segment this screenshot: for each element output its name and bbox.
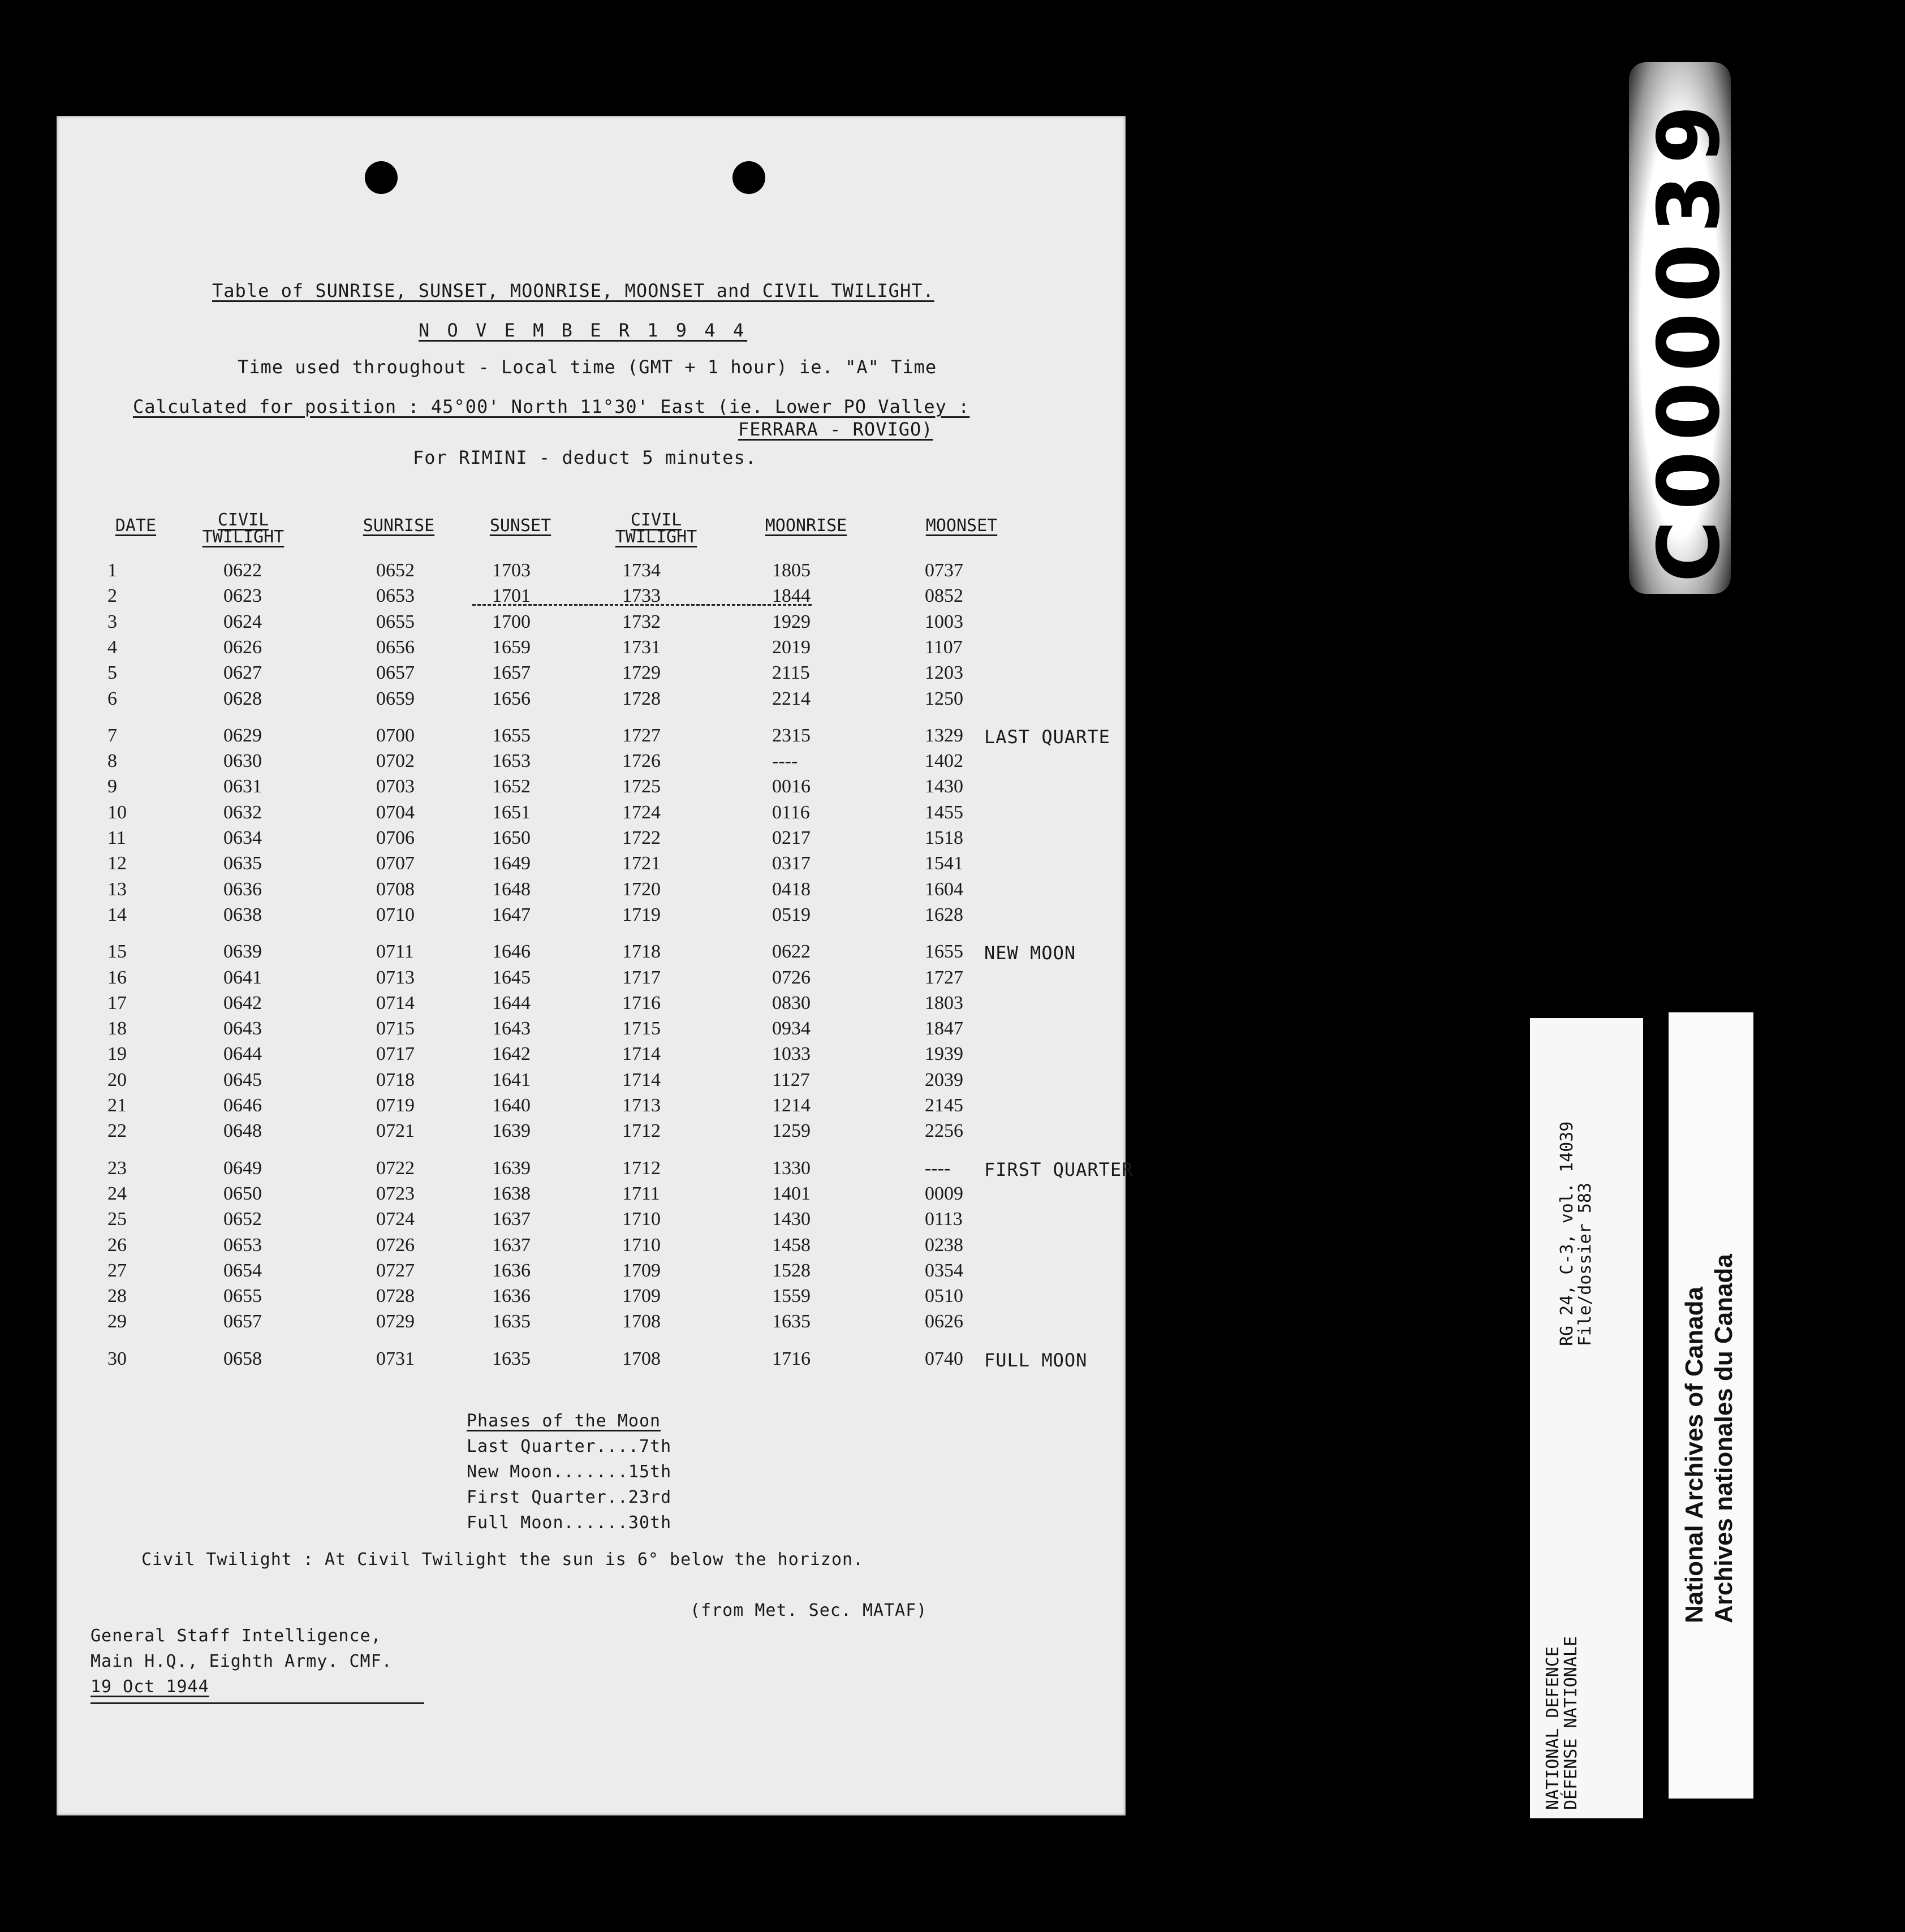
- row-date: 16: [107, 967, 127, 988]
- table-cell: 1711: [622, 1183, 660, 1204]
- table-cell: 1127: [772, 1069, 810, 1090]
- table-cell: 1641: [492, 1069, 531, 1090]
- table-cell: 0731: [376, 1348, 415, 1369]
- table-cell: 1652: [492, 776, 531, 797]
- table-cell: 1722: [622, 827, 661, 848]
- column-header: SUNSET: [489, 516, 551, 536]
- moon-phase-note: FULL MOON: [984, 1349, 1088, 1371]
- moon-phase-note: NEW MOON: [984, 942, 1076, 964]
- table-cell: 1708: [622, 1311, 661, 1332]
- table-cell: 0627: [223, 662, 262, 684]
- table-cell: 0715: [376, 1018, 415, 1040]
- table-cell: 0658: [223, 1348, 262, 1369]
- table-cell: 1644: [492, 992, 531, 1014]
- table-cell: 0653: [223, 1234, 262, 1256]
- row-date: 29: [107, 1311, 127, 1332]
- table-cell: 0700: [376, 724, 415, 746]
- table-cell: 0706: [376, 827, 415, 848]
- table-cell: 1710: [622, 1234, 661, 1256]
- document-page: [57, 116, 1133, 1815]
- table-cell: 0622: [223, 560, 262, 581]
- table-cell: 0636: [223, 878, 262, 900]
- table-cell: 1657: [492, 662, 531, 684]
- table-cell: 1642: [492, 1043, 531, 1065]
- month-heading: N O V E M B E R 1 9 4 4: [419, 320, 748, 341]
- table-cell: 0655: [223, 1286, 262, 1307]
- table-cell: 1635: [492, 1311, 531, 1332]
- table-cell: 1636: [492, 1286, 531, 1307]
- table-cell: 1647: [492, 904, 531, 925]
- row-date: 4: [107, 636, 117, 658]
- table-cell: 1033: [772, 1043, 811, 1065]
- table-cell: 0727: [376, 1260, 415, 1281]
- column-header: SUNRISE: [363, 516, 435, 536]
- table-cell: 1637: [492, 1234, 531, 1256]
- table-cell: 0641: [223, 967, 262, 988]
- table-cell: 1637: [492, 1209, 531, 1230]
- table-cell: 1733: [622, 585, 661, 607]
- table-cell: 0724: [376, 1209, 415, 1230]
- phases-title: Phases of the Moon: [467, 1411, 661, 1431]
- table-cell: 1430: [925, 776, 963, 797]
- table-cell: 0519: [772, 904, 811, 925]
- archive-name-label: [1669, 1012, 1753, 1799]
- row-date: 5: [107, 662, 117, 684]
- table-cell: 1541: [925, 853, 963, 874]
- row-date: 13: [107, 878, 127, 900]
- table-cell: 1402: [925, 751, 963, 772]
- table-cell: 1203: [925, 662, 963, 684]
- table-cell: 0009: [925, 1183, 963, 1204]
- table-cell: 0652: [376, 560, 415, 581]
- table-cell: 1651: [492, 801, 531, 823]
- table-cell: 0656: [376, 636, 415, 658]
- column-header: MOONRISE: [765, 516, 847, 536]
- table-cell: 0652: [223, 1209, 262, 1230]
- table-cell: 1635: [492, 1348, 531, 1369]
- row-date: 12: [107, 853, 127, 874]
- row-date: 22: [107, 1120, 127, 1142]
- table-cell: 0632: [223, 801, 262, 823]
- table-cell: 1639: [492, 1157, 531, 1179]
- table-cell: 1729: [622, 662, 661, 684]
- table-cell: 0708: [376, 878, 415, 900]
- row-date: 25: [107, 1209, 127, 1230]
- table-cell: 1717: [622, 967, 661, 988]
- time-note: Time used throughout - Local time (GMT + 1 hour) ie. "A" Time: [238, 356, 937, 378]
- table-cell: 1455: [925, 801, 963, 823]
- table-cell: 0639: [223, 941, 262, 963]
- table-cell: 0626: [223, 636, 262, 658]
- table-cell: 0657: [223, 1311, 262, 1332]
- table-cell: 1844: [772, 585, 811, 607]
- table-cell: 1727: [925, 967, 963, 988]
- table-cell: 1518: [925, 827, 963, 848]
- column-header: CIVIL TWILIGHT: [615, 510, 697, 547]
- moon-phase-note: LAST QUARTE: [984, 726, 1110, 748]
- table-cell: 1638: [492, 1183, 531, 1204]
- table-cell: 0717: [376, 1043, 415, 1065]
- twilight-note: Civil Twilight : At Civil Twilight the sun is 6° below the horizon.: [141, 1550, 864, 1569]
- table-cell: 1656: [492, 688, 531, 709]
- table-cell: 0649: [223, 1157, 262, 1179]
- row-date: 15: [107, 941, 127, 963]
- row-date: 28: [107, 1286, 127, 1307]
- table-cell: 0638: [223, 904, 262, 925]
- row-date: 21: [107, 1095, 127, 1116]
- table-cell: 0721: [376, 1120, 415, 1142]
- table-cell: 1250: [925, 688, 963, 709]
- table-cell: 0728: [376, 1286, 415, 1307]
- source-note: (from Met. Sec. MATAF): [690, 1601, 928, 1620]
- table-cell: 0657: [376, 662, 415, 684]
- table-cell: 1643: [492, 1018, 531, 1040]
- table-cell: 1703: [492, 560, 531, 581]
- table-cell: 1636: [492, 1260, 531, 1281]
- position-line-2: FERRARA - ROVIGO): [738, 419, 933, 440]
- row-date: 24: [107, 1183, 127, 1204]
- table-cell: 0643: [223, 1018, 262, 1040]
- rimini-note: For RIMINI - deduct 5 minutes.: [413, 447, 757, 468]
- table-cell: 0626: [925, 1311, 963, 1332]
- table-cell: 0707: [376, 853, 415, 874]
- table-cell: 1725: [622, 776, 661, 797]
- table-cell: 0645: [223, 1069, 262, 1090]
- table-cell: 1712: [622, 1120, 661, 1142]
- archive-dept: NATIONAL DEFENCE DÉFENSE NATIONALE: [1543, 1636, 1581, 1810]
- table-cell: 0702: [376, 751, 415, 772]
- signature-line: General Staff Intelligence,: [90, 1626, 382, 1646]
- table-cell: 1214: [772, 1095, 811, 1116]
- table-cell: 1728: [622, 688, 661, 709]
- frame-number: C000039: [1640, 94, 1739, 583]
- table-cell: 0016: [772, 776, 811, 797]
- table-cell: 2315: [772, 724, 811, 746]
- row-date: 23: [107, 1157, 127, 1179]
- table-cell: 1640: [492, 1095, 531, 1116]
- table-cell: 0659: [376, 688, 415, 709]
- row-date: 20: [107, 1069, 127, 1090]
- table-cell: 2115: [772, 662, 810, 684]
- moon-phase-note: FIRST QUARTER: [984, 1158, 1133, 1180]
- table-cell: 1649: [492, 853, 531, 874]
- table-cell: 0710: [376, 904, 415, 925]
- table-cell: 1939: [925, 1043, 963, 1065]
- table-cell: 1929: [772, 611, 811, 632]
- table-cell: 0113: [925, 1209, 963, 1230]
- archive-ref: RG 24, C-3, vol. 14039 File/dossier 583: [1557, 1121, 1595, 1346]
- table-cell: 1726: [622, 751, 661, 772]
- table-cell: 0737: [925, 560, 963, 581]
- table-cell: 1700: [492, 611, 531, 632]
- table-cell: 1458: [772, 1234, 811, 1256]
- row-date: 26: [107, 1234, 127, 1256]
- table-cell: 1659: [492, 636, 531, 658]
- table-cell: 1709: [622, 1286, 661, 1307]
- table-cell: 1330: [772, 1157, 811, 1179]
- table-cell: 0654: [223, 1260, 262, 1281]
- table-cell: 1805: [772, 560, 811, 581]
- archive-name: National Archives of Canada Archives nationales du Canada: [1680, 1254, 1738, 1623]
- table-cell: 1731: [622, 636, 661, 658]
- table-cell: 2256: [925, 1120, 963, 1142]
- table-cell: 1645: [492, 967, 531, 988]
- table-cell: 1708: [622, 1348, 661, 1369]
- punch-hole: [732, 161, 765, 194]
- table-cell: 0624: [223, 611, 262, 632]
- punch-hole: [365, 161, 398, 194]
- table-cell: ----: [772, 751, 798, 772]
- row-date: 1: [107, 560, 117, 581]
- table-cell: 0644: [223, 1043, 262, 1065]
- table-cell: 1715: [622, 1018, 661, 1040]
- table-cell: 0642: [223, 992, 262, 1014]
- table-cell: 0703: [376, 776, 415, 797]
- table-cell: 1646: [492, 941, 531, 963]
- table-cell: 0714: [376, 992, 415, 1014]
- row-date: 14: [107, 904, 127, 925]
- table-cell: 2214: [772, 688, 811, 709]
- table-cell: 1329: [925, 724, 963, 746]
- table-cell: 1259: [772, 1120, 811, 1142]
- table-cell: 1003: [925, 611, 963, 632]
- table-cell: 1107: [925, 636, 963, 658]
- row-date: 6: [107, 688, 117, 709]
- table-cell: 1803: [925, 992, 963, 1014]
- signature-date: 19 Oct 1944: [90, 1677, 209, 1697]
- table-cell: 1847: [925, 1018, 963, 1040]
- row-date: 17: [107, 992, 127, 1014]
- row-date: 19: [107, 1043, 127, 1065]
- table-cell: 0830: [772, 992, 811, 1014]
- table-cell: 0418: [772, 878, 811, 900]
- column-header: CIVIL TWILIGHT: [202, 510, 285, 547]
- table-cell: 1716: [622, 992, 661, 1014]
- table-cell: 0718: [376, 1069, 415, 1090]
- table-cell: 0852: [925, 585, 963, 607]
- page-title: Table of SUNRISE, SUNSET, MOONRISE, MOONSET and CIVIL TWILIGHT.: [212, 280, 934, 301]
- table-cell: 0711: [376, 941, 414, 963]
- table-cell: 0629: [223, 724, 262, 746]
- row-date: 11: [107, 827, 126, 848]
- table-cell: 1655: [925, 941, 963, 963]
- row-date: 8: [107, 751, 117, 772]
- table-cell: 1721: [622, 853, 661, 874]
- table-cell: 2039: [925, 1069, 963, 1090]
- table-cell: 1648: [492, 878, 531, 900]
- table-cell: 2019: [772, 636, 811, 658]
- table-cell: 0726: [376, 1234, 415, 1256]
- table-cell: 0217: [772, 827, 811, 848]
- signature-line: Main H.Q., Eighth Army. CMF.: [90, 1651, 393, 1671]
- table-cell: 1655: [492, 724, 531, 746]
- table-cell: 0635: [223, 853, 262, 874]
- phase-item: First Quarter..23rd: [467, 1487, 672, 1507]
- table-cell: 0713: [376, 967, 415, 988]
- table-cell: 0648: [223, 1120, 262, 1142]
- table-cell: 1528: [772, 1260, 811, 1281]
- table-cell: 1709: [622, 1260, 661, 1281]
- table-cell: 1718: [622, 941, 661, 963]
- table-cell: 0238: [925, 1234, 963, 1256]
- table-cell: 1604: [925, 878, 963, 900]
- table-cell: 1716: [772, 1348, 811, 1369]
- table-cell: 1653: [492, 751, 531, 772]
- table-cell: 0354: [925, 1260, 963, 1281]
- table-cell: 1430: [772, 1209, 811, 1230]
- table-cell: 0934: [772, 1018, 811, 1040]
- table-cell: 0722: [376, 1157, 415, 1179]
- table-cell: 1650: [492, 827, 531, 848]
- row-date: 27: [107, 1260, 127, 1281]
- table-cell: 1732: [622, 611, 661, 632]
- phase-item: Last Quarter....7th: [467, 1437, 672, 1456]
- archive-reference-label: [1530, 1018, 1643, 1818]
- table-cell: 1559: [772, 1286, 811, 1307]
- table-cell: 1714: [622, 1043, 661, 1065]
- row-date: 18: [107, 1018, 127, 1040]
- phase-item: Full Moon......30th: [467, 1513, 672, 1533]
- position-line-1: Calculated for position : 45°00' North 11°30' East (ie. Lower PO Valley :: [133, 396, 970, 417]
- row-date: 7: [107, 724, 117, 746]
- table-cell: 0655: [376, 611, 415, 632]
- table-cell: 0719: [376, 1095, 415, 1116]
- row-date: 9: [107, 776, 117, 797]
- column-header: DATE: [115, 516, 157, 536]
- table-cell: 0116: [772, 801, 810, 823]
- table-cell: 1713: [622, 1095, 661, 1116]
- table-cell: 0729: [376, 1311, 415, 1332]
- table-cell: 1628: [925, 904, 963, 925]
- table-cell: 1734: [622, 560, 661, 581]
- table-cell: 0740: [925, 1348, 963, 1369]
- table-cell: 0622: [772, 941, 811, 963]
- table-cell: 0634: [223, 827, 262, 848]
- row-date: 10: [107, 801, 127, 823]
- table-cell: ----: [925, 1157, 951, 1179]
- row-date: 2: [107, 585, 117, 607]
- row-date: 30: [107, 1348, 127, 1369]
- table-cell: 0631: [223, 776, 262, 797]
- signature-underline: [90, 1702, 424, 1704]
- table-cell: 1719: [622, 904, 661, 925]
- column-header: MOONSET: [925, 516, 998, 536]
- table-cell: 0723: [376, 1183, 415, 1204]
- table-cell: 0650: [223, 1183, 262, 1204]
- table-cell: 1720: [622, 878, 661, 900]
- table-cell: 1712: [622, 1157, 661, 1179]
- table-cell: 0726: [772, 967, 811, 988]
- table-cell: 1714: [622, 1069, 661, 1090]
- table-cell: 0317: [772, 853, 811, 874]
- table-cell: 0704: [376, 801, 415, 823]
- table-cell: 1710: [622, 1209, 661, 1230]
- table-cell: 0510: [925, 1286, 963, 1307]
- table-cell: 1401: [772, 1183, 811, 1204]
- table-cell: 1635: [772, 1311, 811, 1332]
- row-date: 3: [107, 611, 117, 632]
- phase-item: New Moon.......15th: [467, 1462, 672, 1482]
- table-cell: 1701: [492, 585, 531, 607]
- table-cell: 0623: [223, 585, 262, 607]
- table-cell: 1639: [492, 1120, 531, 1142]
- table-cell: 0653: [376, 585, 415, 607]
- table-cell: 2145: [925, 1095, 963, 1116]
- table-cell: 0630: [223, 751, 262, 772]
- table-cell: 0646: [223, 1095, 262, 1116]
- table-cell: 1727: [622, 724, 661, 746]
- table-cell: 1724: [622, 801, 661, 823]
- table-cell: 0628: [223, 688, 262, 709]
